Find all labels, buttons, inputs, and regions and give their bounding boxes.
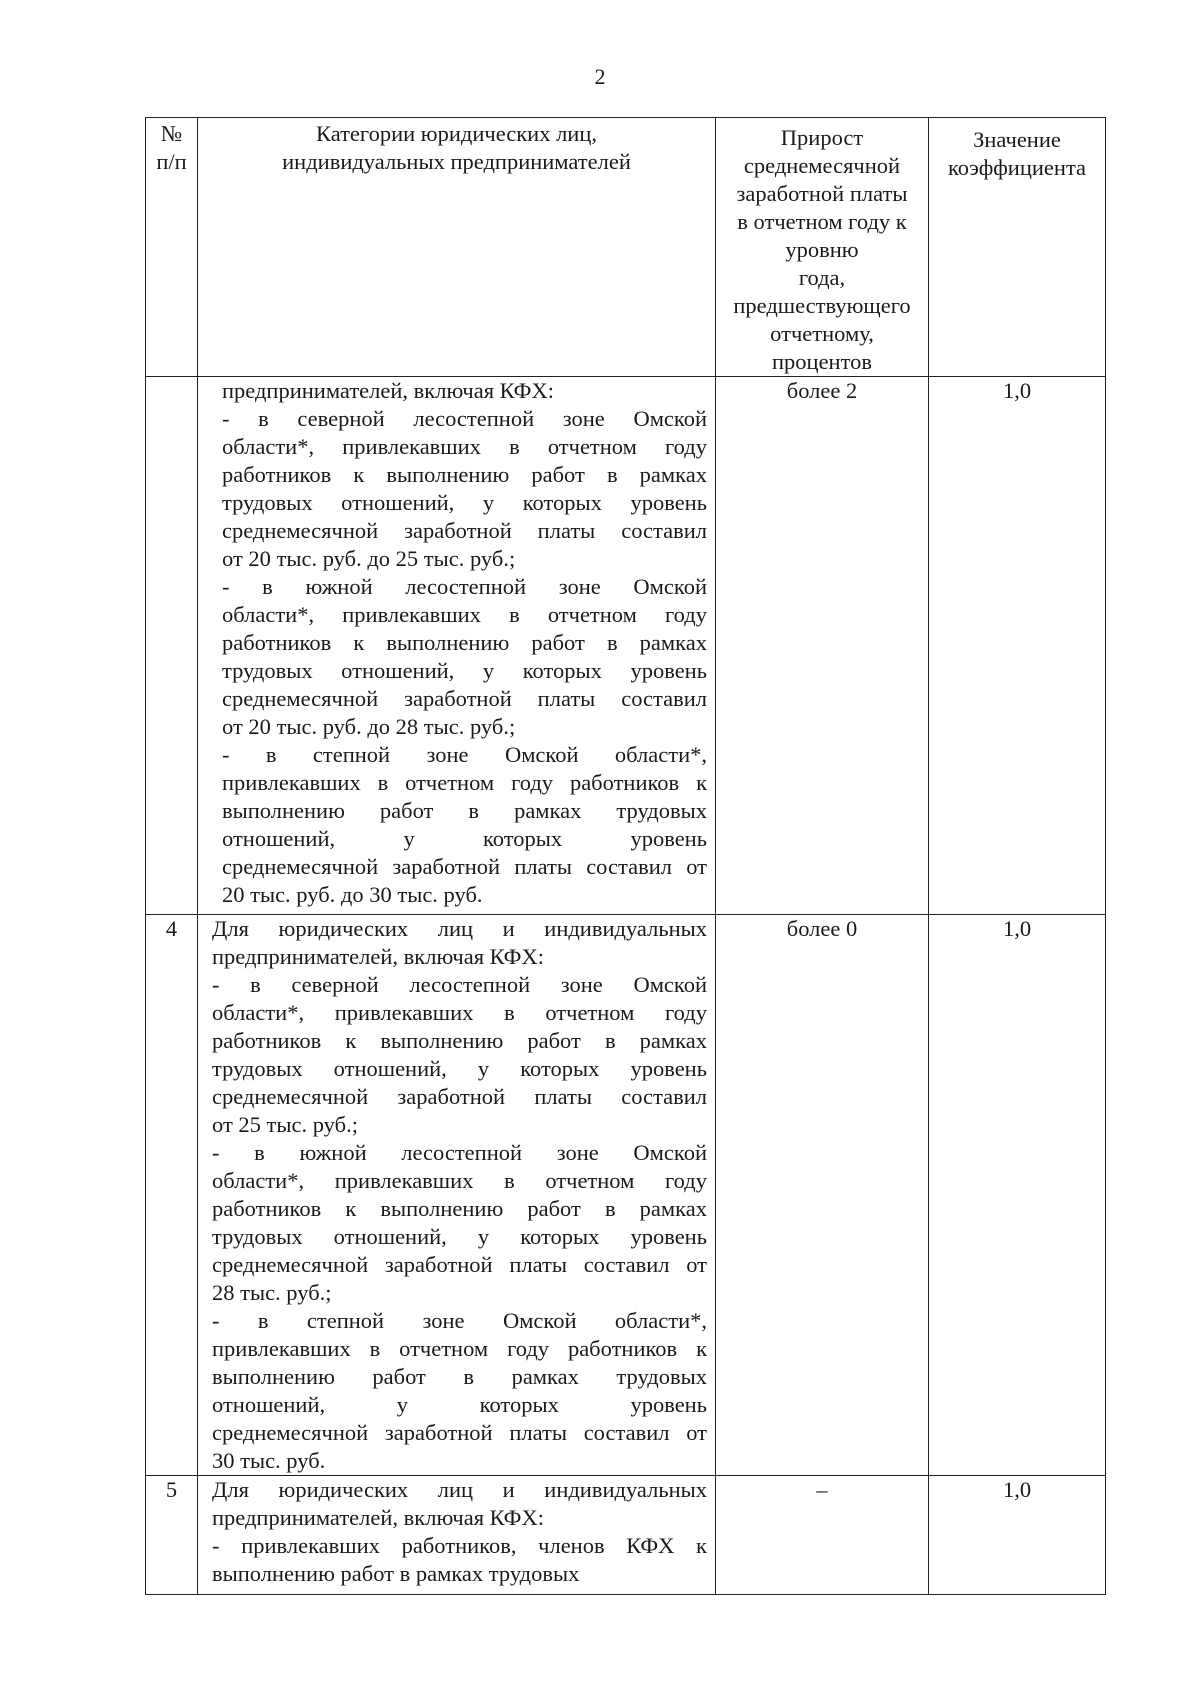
category-text-line: от 20 тыс. руб. до 25 тыс. руб.;	[222, 546, 516, 571]
header-growth-line: отчетному,	[770, 321, 874, 346]
row-growth: более 0	[716, 915, 929, 1476]
category-text-line: отношений, у которых уровень	[212, 1392, 707, 1417]
header-coefficient-line: Значение	[973, 127, 1061, 152]
row-category	[198, 1476, 716, 1595]
category-text-line: - в южной лесостепной зоне Омской	[212, 1140, 707, 1165]
category-text-line: 28 тыс. руб.;	[212, 1280, 332, 1305]
header-growth-line: уровню	[785, 237, 859, 262]
category-text-line: области*, привлекавших в отчетном году	[212, 1000, 707, 1025]
table-row	[146, 1476, 1106, 1595]
category-text-line: от 25 тыс. руб.;	[212, 1112, 358, 1137]
category-text-line: предпринимателей, включая КФХ:	[222, 378, 554, 403]
category-text-line: 20 тыс. руб. до 30 тыс. руб.	[222, 882, 483, 907]
category-text-line: - привлекавших работников, членов КФХ к	[212, 1533, 707, 1558]
row-growth: –	[716, 1476, 929, 1595]
row-coefficient: 1,0	[929, 1476, 1106, 1595]
header-growth	[716, 118, 929, 377]
row-category	[198, 377, 716, 915]
category-text-line: среднемесячной заработной платы составил от	[212, 1252, 707, 1277]
category-text-line: среднемесячной заработной платы составил	[222, 518, 707, 543]
row-coefficient: 1,0	[929, 377, 1106, 915]
category-text-line: трудовых отношений, у которых уровень	[222, 658, 707, 683]
header-coefficient-line: коэффициента	[947, 155, 1087, 180]
category-text-line: среднемесячной заработной платы составил	[222, 686, 707, 711]
category-text-line: - в степной зоне Омской области*,	[212, 1308, 707, 1333]
category-text-line: - в северной лесостепной зоне Омской	[212, 972, 707, 997]
header-growth-line: заработной платы	[736, 181, 908, 206]
category-text-line: 30 тыс. руб.	[212, 1448, 326, 1473]
table-header-row	[146, 118, 1106, 377]
category-text-line: от 20 тыс. руб. до 28 тыс. руб.;	[222, 714, 516, 739]
category-text-line: привлекавших в отчетном году работников к	[212, 1336, 707, 1361]
page-number: 2	[594, 64, 606, 89]
category-text-line: Для юридических лиц и индивидуальных	[212, 916, 707, 941]
header-category	[198, 118, 716, 377]
category-text-line: среднемесячной заработной платы составил	[212, 1084, 707, 1109]
category-text-line: работников к выполнению работ в рамках	[212, 1028, 707, 1053]
row-number	[146, 377, 198, 915]
header-growth-line: процентов	[771, 349, 873, 374]
category-text-line: предпринимателей, включая КФХ:	[212, 944, 544, 969]
coefficient-table	[145, 117, 1106, 1595]
header-growth-line: предшествующего	[733, 293, 911, 318]
table-row	[146, 915, 1106, 1476]
category-text-line: области*, привлекавших в отчетном году	[222, 434, 707, 459]
category-text-line: предпринимателей, включая КФХ:	[212, 1505, 544, 1530]
category-text-line: среднемесячной заработной платы составил от	[222, 854, 707, 879]
category-text-line: трудовых отношений, у которых уровень	[212, 1056, 707, 1081]
row-coefficient: 1,0	[929, 915, 1106, 1476]
header-growth-line: в отчетном году к	[737, 209, 907, 234]
row-category	[198, 915, 716, 1476]
category-text-line: области*, привлекавших в отчетном году	[222, 602, 707, 627]
category-text-line: выполнению работ в рамках трудовых	[212, 1561, 580, 1586]
header-coefficient	[929, 118, 1106, 377]
category-text-line: - в северной лесостепной зоне Омской	[222, 406, 707, 431]
row-number: 5	[146, 1476, 198, 1595]
header-growth-line: среднемесячной	[743, 153, 901, 178]
category-text-line: трудовых отношений, у которых уровень	[222, 490, 707, 515]
header-number-line: №	[160, 121, 183, 146]
header-category-line: Категории юридических лиц,	[315, 121, 598, 146]
category-text-line: Для юридических лиц и индивидуальных	[212, 1477, 707, 1502]
category-text-line: среднемесячной заработной платы составил от	[212, 1420, 707, 1445]
header-growth-line: Прирост	[780, 125, 864, 150]
category-text-line: - в степной зоне Омской области*,	[222, 742, 707, 767]
category-text-line: трудовых отношений, у которых уровень	[212, 1224, 707, 1249]
header-growth-line: года,	[798, 265, 846, 290]
row-growth: более 2	[716, 377, 929, 915]
category-text-line: работников к выполнению работ в рамках	[222, 462, 707, 487]
category-text-line: выполнению работ в рамках трудовых	[222, 798, 707, 823]
category-text-line: области*, привлекавших в отчетном году	[212, 1168, 707, 1193]
category-text-line: привлекавших в отчетном году работников к	[222, 770, 707, 795]
category-text-line: отношений, у которых уровень	[222, 826, 707, 851]
header-number	[146, 118, 198, 377]
category-text-line: - в южной лесостепной зоне Омской	[222, 574, 707, 599]
header-number-line: п/п	[156, 149, 187, 174]
category-text-line: работников к выполнению работ в рамках	[212, 1196, 707, 1221]
category-text-line: работников к выполнению работ в рамках	[222, 630, 707, 655]
row-number: 4	[146, 915, 198, 1476]
header-category-line: индивидуальных предпринимателей	[282, 149, 631, 174]
table-row	[146, 377, 1106, 915]
category-text-line: выполнению работ в рамках трудовых	[212, 1364, 707, 1389]
